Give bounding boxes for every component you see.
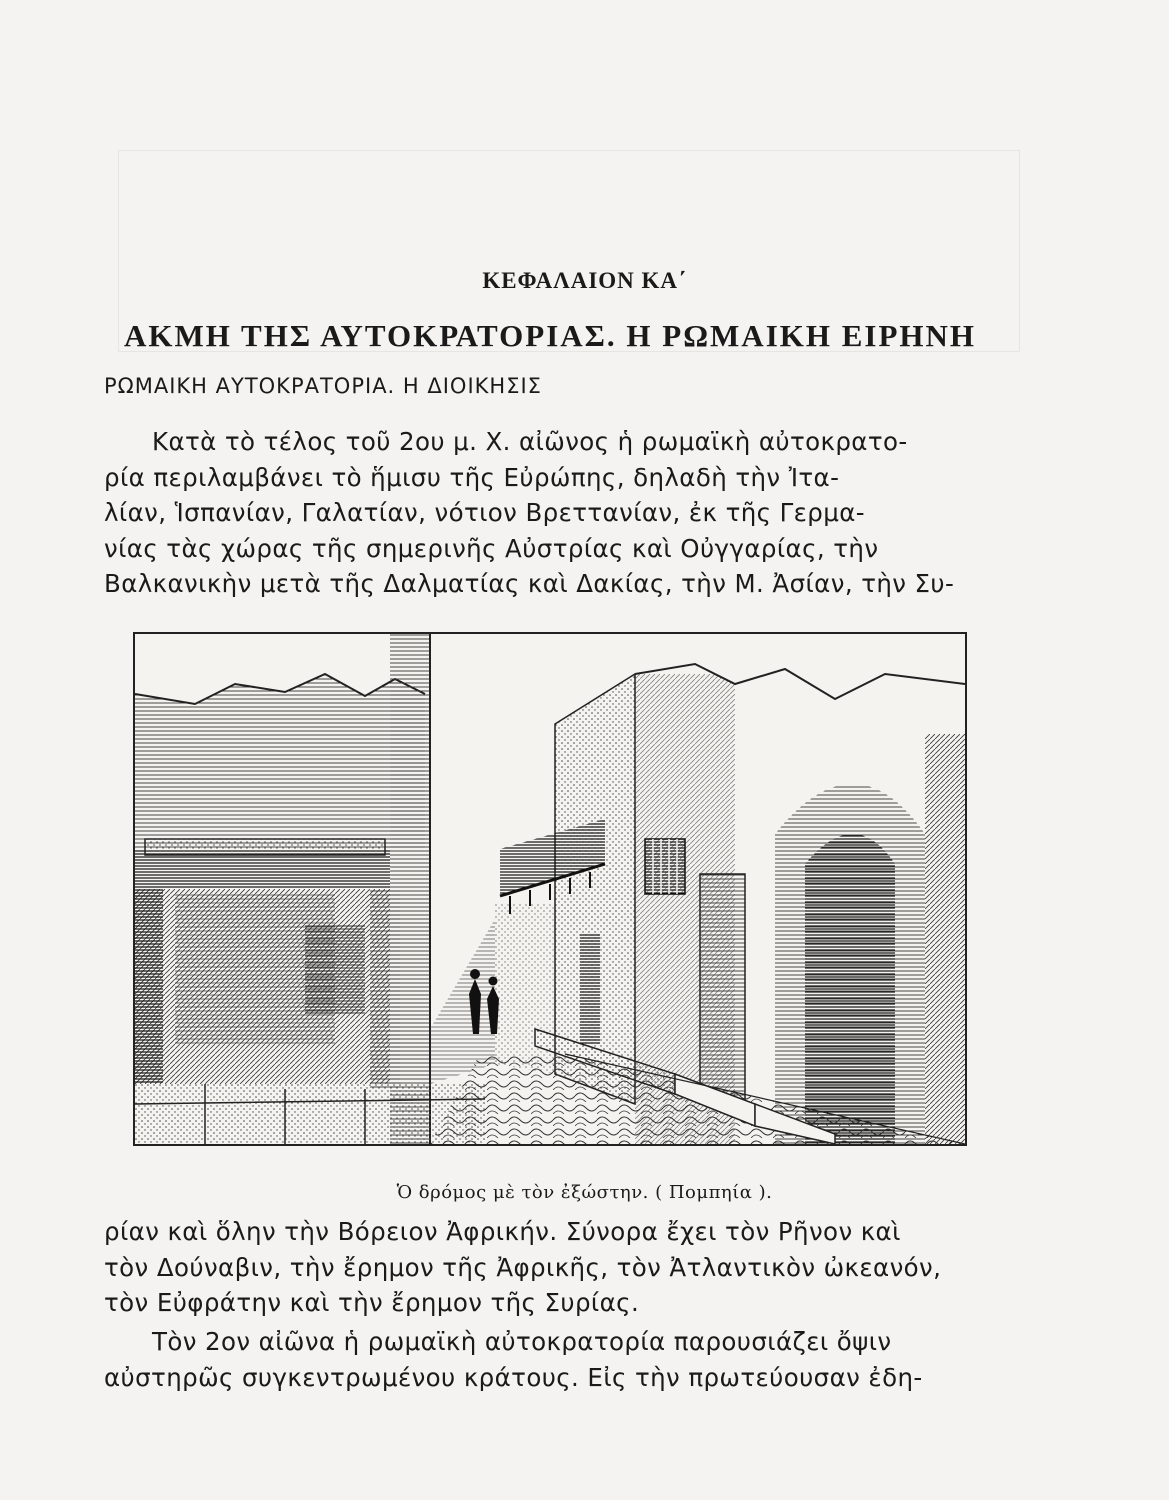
paragraph-line: ρίαν καὶ ὅλην τὴν Βόρειον Ἀφρικήν. Σύνορα ἔχει τὸν Ρῆνον καὶ [104,1217,901,1246]
paragraph-line: τὸν Δούναβιν, τὴν ἔρημον τῆς Ἀφρικῆς, τὸν Ἀτλαντικὸν ὠκεανόν, [104,1252,942,1282]
figure-caption: Ὁ δρόμος μὲ τὸν ἐξώστην. ( Πομπηία ). [396,1182,773,1203]
paragraph-line: νίας τὰς χώρας τῆς σημερινῆς Αὐστρίας καὶ Οὐγγαρίας, τὴν [104,533,879,563]
paragraph-line: λίαν, Ἱσπανίαν, Γαλατίαν, νότιον Βρεττανίαν, ἐκ τῆς Γερμα- [104,498,866,527]
paragraph-3 [104,1324,994,1395]
chapter-title: ΑΚΜΗ ΤΗΣ ΑΥΤΟΚΡΑΤΟΡΙΑΣ. Η ΡΩΜΑΙΚΗ ΕΙΡΗΝΗ [123,318,977,353]
paragraph-line: Κατὰ τὸ τέλος τοῦ 2ου μ. Χ. αἰῶνος ἡ ρωμαϊκὴ αὐτοκρατο- [152,427,908,456]
section-title: ΡΩΜΑΙΚΗ ΑΥΤΟΚΡΑΤΟΡΙΑ. Η ΔΙΟΙΚΗΣΙΣ [104,374,542,398]
chapter-number: ΚΕΦΑΛΑΙΟΝ ΚΑ΄ [482,268,687,293]
engraving-illustration [135,634,965,1144]
paragraph-line: αὐστηρῶς συγκεντρωμένου κράτους. Εἰς τὴν πρωτεύουσαν ἐδη- [104,1362,923,1392]
engraving-pompeii-street [133,632,967,1146]
paragraph-1 [104,424,994,602]
paragraph-line: τὸν Εὐφράτην καὶ τὴν ἔρημον τῆς Συρίας. [104,1288,640,1317]
paragraph-2 [104,1214,994,1321]
paragraph-line: ρία περιλαμβάνει τὸ ἥμισυ τῆς Εὐρώπης, δηλαδὴ τὴν Ἰτα- [104,462,840,492]
paragraph-line: Τὸν 2ον αἰῶνα ἡ ρωμαϊκὴ αὐτοκρατορία παρουσιάζει ὄψιν [152,1327,892,1356]
paragraph-line: Βαλκανικὴν μετὰ τῆς Δαλματίας καὶ Δακίας, τὴν Μ. Ἀσίαν, τὴν Συ- [104,569,955,598]
